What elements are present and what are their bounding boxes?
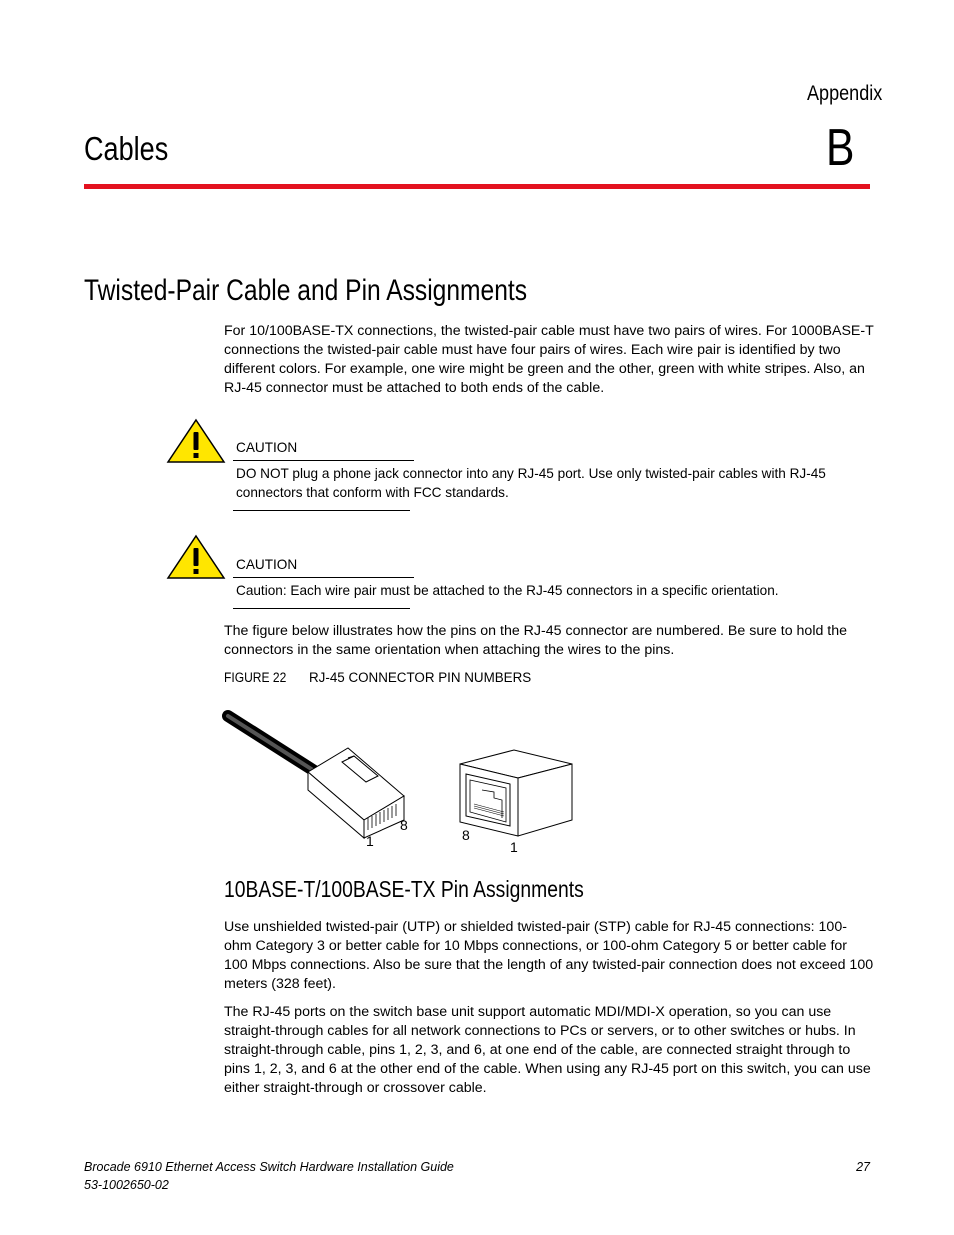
- caution-label: CAUTION: [236, 557, 298, 572]
- utp-paragraph: Use unshielded twisted-pair (UTP) or shielded twisted-pair (STP) cable for RJ-45 connections: 100-ohm Category 3 or better cable for 10 Mbps connections, or 100-ohm Category 5 or better cable for 100 Mbps connections. Also be sure that the length of any twisted-pair connection does not exceed 100 meters (328 feet).: [224, 919, 874, 992]
- figure-caption: RJ-45 CONNECTOR PIN NUMBERS: [309, 670, 532, 685]
- caution-text: DO NOT plug a phone jack connector into any RJ-45 port. Use only twisted-pair cables with RJ-45 connectors that conform with FCC standards.: [236, 466, 826, 500]
- chapter-title: Cables: [84, 130, 169, 167]
- figure-number: FIGURE 22: [224, 670, 287, 685]
- warning-triangle-icon: [166, 534, 226, 580]
- caution-text: Caution: Each wire pair must be attached to the RJ-45 connectors in a specific orientation.: [236, 583, 779, 598]
- appendix-label: Appendix: [807, 82, 883, 105]
- footer-doc-title: Brocade 6910 Ethernet Access Switch Hardware Installation Guide: [84, 1160, 454, 1174]
- footer-doc-number: 53-1002650-02: [84, 1178, 169, 1192]
- mdi-paragraph: The RJ-45 ports on the switch base unit support automatic MDI/MDI-X operation, so you can use straight-through cables for all network connections to PCs or servers, or to other switches or hubs. In straight-through cable, pins 1, 2, 3, and 6, at one end of the cable, are connected straight through to pins 1, 2, 3, and 6 at the other end of the cable. When using any RJ-45 port on this switch, you can use either straight-through or crossover cable.: [224, 1004, 871, 1096]
- section-title: Twisted-Pair Cable and Pin Assignments: [84, 274, 528, 307]
- caution-rule: [233, 608, 410, 609]
- caution-rule: [233, 460, 414, 461]
- caution-label: CAUTION: [236, 440, 298, 455]
- caution-rule: [233, 577, 414, 578]
- rj45-jack-drawing: [460, 750, 572, 836]
- chapter-letter: B: [826, 119, 855, 177]
- plug-pin-label: 8: [400, 817, 408, 833]
- jack-pin-label: 1: [510, 839, 518, 855]
- rj45-plug-drawing: [228, 716, 404, 838]
- plug-pin-label: 1: [366, 833, 374, 849]
- chapter-rule: [84, 184, 870, 189]
- rj45-connector-figure: [220, 700, 590, 860]
- jack-pin-label: 8: [462, 827, 470, 843]
- caution-rule: [233, 510, 410, 511]
- subsection-title: 10BASE-T/100BASE-TX Pin Assignments: [224, 876, 584, 902]
- intro-paragraph: For 10/100BASE-TX connections, the twisted-pair cable must have two pairs of wires. For 1000BASE-T connections the twisted-pair cable must have four pairs of wires. Each wire pair is identified by two different colors. For example, one wire might be green and the other, green with white stripes. Also, an RJ-45 connector must be attached to both ends of the cable.: [224, 323, 874, 396]
- figure-intro-paragraph: The figure below illustrates how the pins on the RJ-45 connector are numbered. Be sure to hold the connectors in the same orientation when attaching the wires to the pins.: [224, 623, 848, 658]
- warning-triangle-icon: [166, 418, 226, 464]
- footer-page-number: 27: [856, 1160, 870, 1174]
